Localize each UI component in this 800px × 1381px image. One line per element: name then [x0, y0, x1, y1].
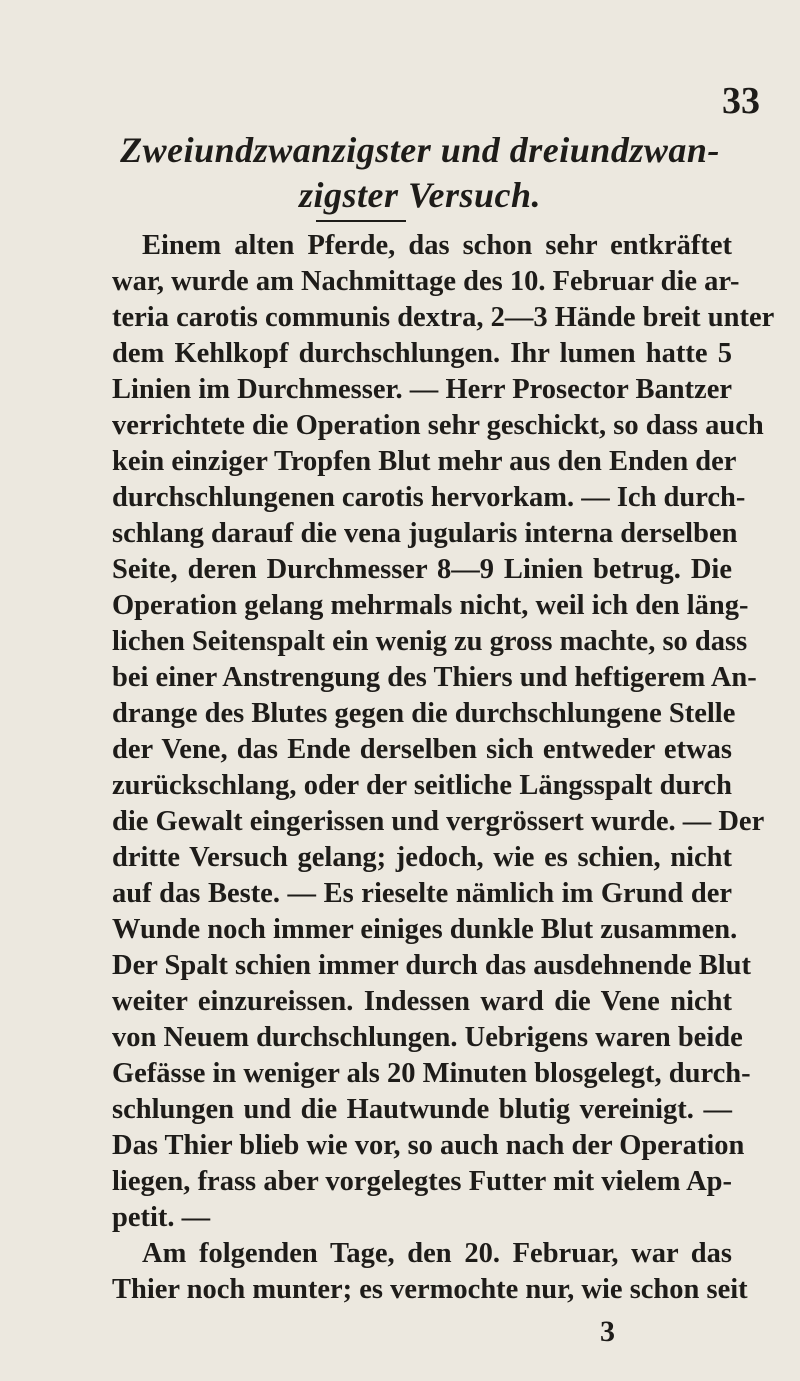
text-line: dritte Versuch gelang; jedoch, wie es schien, nicht [112, 842, 732, 873]
text-line: auf das Beste. — Es rieselte nämlich im Grund der [112, 878, 732, 909]
text-line: lichen Seitenspalt ein wenig zu gross machte, so dass [112, 626, 748, 657]
text-line: zurückschlang, oder der seitliche Längsspalt durch [112, 770, 732, 801]
text-line: Gefässe in weniger als 20 Minuten blosgelegt, durch- [112, 1058, 751, 1089]
text-line: die Gewalt eingerissen und vergrössert wurde. — Der [112, 806, 765, 837]
text-line: bei einer Anstrengung des Thiers und heftigerem An- [112, 662, 757, 693]
heading-line-2: zigster Versuch. [298, 175, 542, 215]
page-number: 33 [722, 80, 760, 122]
text-line: Am folgenden Tage, den 20. Februar, war das [142, 1238, 732, 1269]
text-line: Wunde noch immer einiges dunkle Blut zusammen. [112, 914, 738, 945]
text-line: der Vene, das Ende derselben sich entweder etwas [112, 734, 732, 765]
text-line: Der Spalt schien immer durch das ausdehnende Blut [112, 950, 751, 981]
body-text [112, 228, 775, 1308]
text-line: kein einziger Tropfen Blut mehr aus den Enden der [112, 446, 737, 477]
text-line: Seite, deren Durchmesser 8—9 Linien betrug. Die [112, 554, 732, 585]
text-line: Einem alten Pferde, das schon sehr entkräftet [142, 230, 732, 261]
text-line: Thier noch munter; es vermochte nur, wie schon seit [112, 1274, 748, 1305]
text-line: von Neuem durchschlungen. Uebrigens waren beide [112, 1022, 743, 1053]
heading-divider [316, 220, 406, 222]
text-line: dem Kehlkopf durchschlungen. Ihr lumen hatte 5 [112, 338, 732, 369]
section-heading [120, 128, 720, 218]
text-line: durchschlungenen carotis hervorkam. — Ich durch- [112, 482, 746, 513]
text-line: petit. — [112, 1202, 211, 1233]
text-line: schlungen und die Hautwunde blutig vereinigt. — [112, 1094, 732, 1125]
text-line: liegen, frass aber vorgelegtes Futter mit vielem Ap- [112, 1166, 732, 1197]
text-line: drange des Blutes gegen die durchschlungene Stelle [112, 698, 736, 729]
signature-mark: 3 [600, 1315, 615, 1348]
text-line: teria carotis communis dextra, 2—3 Hände breit unter [112, 302, 775, 333]
heading-line-1: Zweiundzwanzigster und dreiundzwan- [120, 130, 720, 170]
text-line: schlang darauf die vena jugularis interna derselben [112, 518, 738, 549]
text-line: Linien im Durchmesser. — Herr Prosector Bantzer [112, 374, 732, 405]
text-line: weiter einzureissen. Indessen ward die Vene nicht [112, 986, 732, 1017]
text-line: verrichtete die Operation sehr geschickt, so dass auch [112, 410, 764, 441]
text-line: war, wurde am Nachmittage des 10. Februar die ar- [112, 266, 740, 297]
text-line: Das Thier blieb wie vor, so auch nach der Operation [112, 1130, 745, 1161]
text-line: Operation gelang mehrmals nicht, weil ich den läng- [112, 590, 749, 621]
